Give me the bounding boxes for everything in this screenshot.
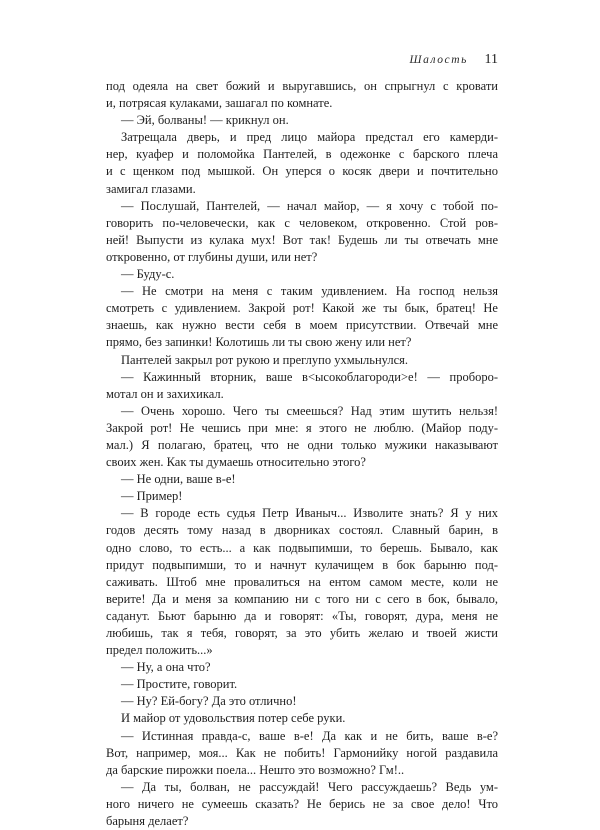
text-line: одно слово, то есть... а как подвыпимши, то берешь. Бывало, как [106, 540, 498, 555]
text-line: — Ну, а она что? [121, 660, 211, 675]
text-line: Закрой рот! Не чешись при мне: я этого не люблю. (Майор поду- [106, 420, 498, 435]
text-line: верите! Да и меня за компанию ни с того ни с сего в бок, бывало, [106, 591, 498, 606]
text-line: саживать. Штоб мне провалиться на ентом самом месте, коли не [106, 574, 498, 589]
text-line: знаешь, как нужно вести себя в моем присутствии. Отвечай мне [106, 318, 498, 333]
text-line: ного ничего не сумеешь сказать? Не берись не за свое дело! Что [106, 796, 498, 811]
text-line: — Буду-с. [121, 267, 175, 282]
text-line: — Истинная правда-с, ваше в-е! Да как и не бить, ваше в-е? [121, 728, 498, 743]
body-text [106, 78, 498, 830]
text-line: любишь, так я тебя, говорят, за это убить желаю и твоей жисти [106, 626, 498, 640]
text-line: откровенно, от глубины души, или нет? [106, 249, 318, 264]
text-line: — Послушай, Пантелей, — начал майор, — я хочу с тобой по- [121, 198, 498, 213]
text-line: ней! Выпусти из кулака мух! Вот так! Будешь ли ты отвечать мне [106, 232, 498, 247]
text-line: предел положить...» [106, 643, 213, 658]
running-title: Шалость [409, 54, 468, 66]
text-line: прямо, без запинки! Колотишь ли ты свою жену или нет? [106, 335, 412, 350]
text-line: Затрещала дверь, и пред лицо майора предстал его камерди- [121, 130, 498, 145]
text-line: И майор от удовольствия потер себе руки. [121, 711, 346, 726]
text-line: — Простите, говорит. [121, 677, 238, 692]
text-line: — Кажинный вторник, ваше в<ысокоблагороди>е! — проборо- [121, 369, 498, 384]
text-line: смотреть с удивлением. Закрой рот! Какой же ты бык, братец! Не [106, 301, 498, 316]
text-line: годов десять тому назад в дворниках состоял. Славный барин, в [106, 523, 498, 538]
text-line: замигал глазами. [106, 181, 196, 196]
text-line: — Ну? Ей-богу? Да это отлично! [121, 694, 297, 709]
text-line: придут подвыпимши, то и начнут кулачищем в бок барыню под- [106, 557, 498, 572]
text-line: — Пример! [121, 489, 183, 504]
text-line: Вот, например, моя... Как не побить! Гармонийку ногой раздавила [106, 745, 498, 760]
text-line: — В городе есть судья Петр Иваныч... Изволите знать? Я у них [121, 506, 498, 521]
text-line: говорить по-человечески, как с человеком, откровенно. Стой ров- [106, 215, 498, 230]
text-line: нер, куафер и поломойка Пантелей, в одежонке с барского плеча [106, 147, 498, 162]
text-line: и с щенком под мышкой. Он уперся о косяк двери и почтительно [106, 164, 498, 179]
text-line: — Не смотри на меня с таким удивлением. На господ нельзя [121, 284, 498, 299]
text-line: мотал он и захихикал. [106, 386, 224, 401]
text-line: — Да ты, болван, не рассуждай! Чего рассуждаешь? Ведь ум- [121, 779, 498, 794]
text-line: и, потрясая кулаками, зашагал по комнате. [106, 96, 333, 111]
text-line: да барские пирожки поела... Нешто это возможно? Гм!.. [106, 762, 405, 777]
text-line: саданут. Бьют барыню да и говорят: «Ты, говорят, дура, меня не [106, 608, 498, 623]
page-number: 11 [484, 52, 498, 67]
text-line: Пантелей закрыл рот рукою и преглупо ухмыльнулся. [121, 352, 408, 367]
text-line: — Эй, болваны! — крикнул он. [121, 113, 289, 128]
text-line: барыня делает? [106, 814, 189, 829]
text-line: — Не одни, ваше в-е! [121, 472, 236, 487]
text-line: под одеяла на свет божий и выругавшись, он спрыгнул с кровати [106, 79, 498, 93]
running-head [106, 52, 498, 72]
text-line: мал.) Я полагаю, братец, что не одни только мужики наказывают [106, 437, 498, 452]
text-line: — Очень хорошо. Чего ты смеешься? Над этим шутить нельзя! [121, 403, 498, 418]
text-line: своих жен. Как ты думаешь относительно этого? [106, 455, 366, 470]
